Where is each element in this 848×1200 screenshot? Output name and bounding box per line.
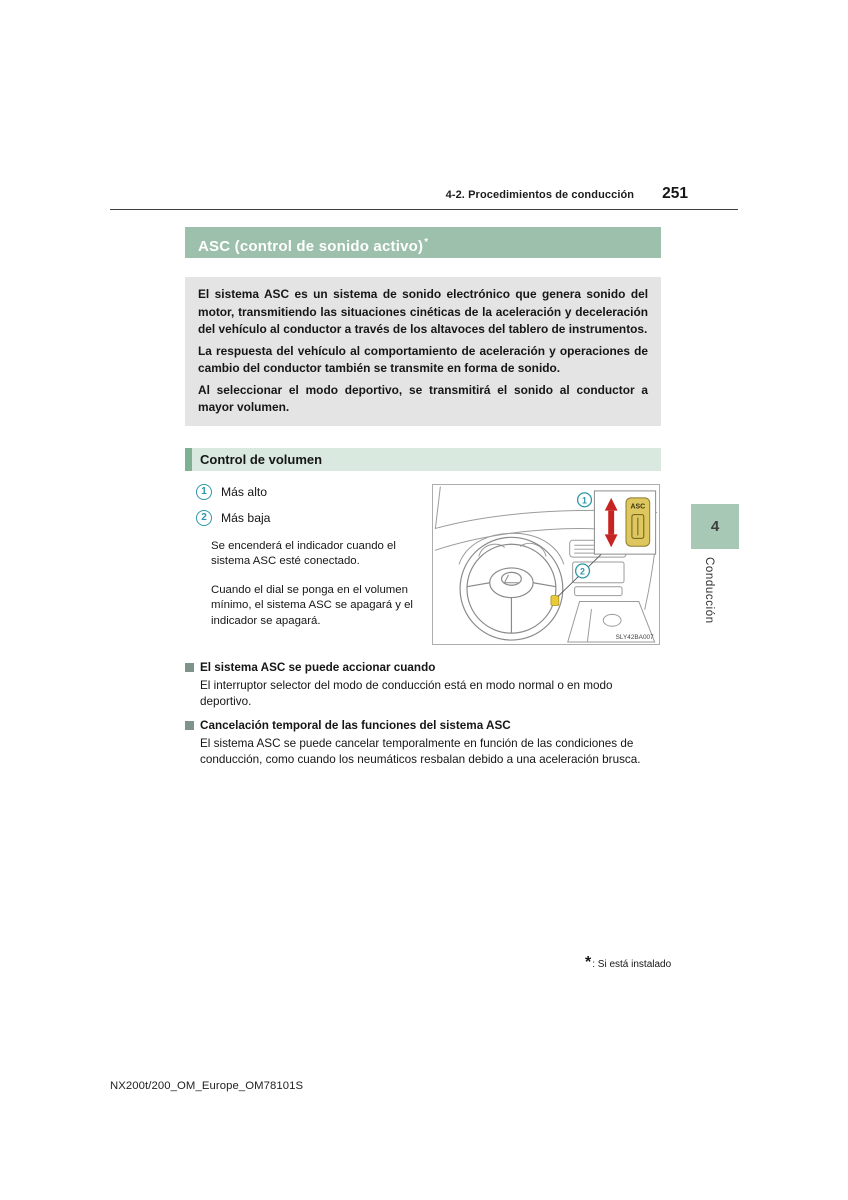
volume-control-text <box>185 484 432 645</box>
square-bullet-icon <box>185 721 194 730</box>
figure-asc-dial-location <box>432 484 660 645</box>
intro-paragraph-1: El sistema ASC es un sistema de sonido electrónico que genera sonido del motor, transmitiendo las situaciones cinéticas de la aceleración y deceleración del vehículo al conductor a través de los altavoces del tablero de instrumentos. <box>198 287 648 336</box>
footnote-asterisk: * <box>585 954 592 971</box>
steering-wheel <box>460 537 563 640</box>
lexus-logo-icon <box>502 572 522 585</box>
circled-number-1: 1 <box>196 484 212 500</box>
page-number: 251 <box>662 185 688 202</box>
figure-callout-numbers <box>576 492 592 577</box>
page-header <box>110 185 738 210</box>
list-item-label: Más alto <box>221 484 268 499</box>
section-heading-volume-control: Control de volumen <box>185 448 661 471</box>
intro-box <box>185 277 661 426</box>
volume-note-indicator-on: Se encenderá el indicador cuando el sistema ASC esté conectado. <box>211 539 396 567</box>
square-bullet-icon <box>185 663 194 672</box>
info-note-body: El sistema ASC se puede cancelar temporalmente en función de las condiciones de conducción, como cuando los neumáticos resbalan debido a una aceleración brusca. <box>200 736 641 766</box>
info-note-heading-2 <box>185 719 661 732</box>
figure-code: SLY42BA007 <box>615 633 654 641</box>
volume-note-indicator-off: Cuando el dial se ponga en el volumen mínimo, el sistema ASC se apagará y el indicador se apagará. <box>211 583 413 627</box>
list-item-volume-down <box>196 510 432 526</box>
info-notes <box>185 661 661 768</box>
asc-dial-highlight <box>551 595 559 605</box>
main-content <box>185 227 661 777</box>
article-title: ASC (control de sonido activo) <box>198 238 424 255</box>
chapter-label-vertical: Conducción <box>703 557 715 624</box>
info-note-title: Cancelación temporal de las funciones del sistema ASC <box>200 718 511 732</box>
circled-number-2: 2 <box>196 510 212 526</box>
list-item-label: Más baja <box>221 510 271 525</box>
breadcrumb-section-title: 4-2. Procedimientos de conducción <box>445 189 635 201</box>
chapter-number: 4 <box>710 518 720 535</box>
info-note-title: El sistema ASC se puede accionar cuando <box>200 660 436 674</box>
footnote-text: : Si está instalado <box>592 959 672 970</box>
page-footnote <box>585 954 672 971</box>
title-footnote-mark: * <box>424 237 429 248</box>
header-divider <box>110 209 738 210</box>
asc-dial-button <box>626 497 650 545</box>
document-code: NX200t/200_OM_Europe_OM78101S <box>110 1080 304 1092</box>
intro-paragraph-3: Al seleccionar el modo deportivo, se transmitirá el sonido al conductor a mayor volumen. <box>198 382 648 414</box>
chapter-tab <box>691 504 739 549</box>
intro-paragraph-2: La respuesta del vehículo al comportamiento de aceleración y operaciones de cambio del conductor también se transmite en forma de sonido. <box>198 343 648 375</box>
figure-number-1: 1 <box>582 494 587 505</box>
info-note-body: El interruptor selector del modo de conducción está en modo normal o en modo deportivo. <box>200 678 613 708</box>
dashboard-illustration <box>433 485 659 644</box>
list-item-volume-up <box>196 484 432 500</box>
asc-button-label: ASC <box>630 503 646 511</box>
info-note-heading-1 <box>185 661 661 674</box>
figure-number-2: 2 <box>580 565 586 576</box>
volume-control-row <box>185 484 661 645</box>
header-row <box>110 185 738 203</box>
article-title-bar <box>185 227 661 258</box>
